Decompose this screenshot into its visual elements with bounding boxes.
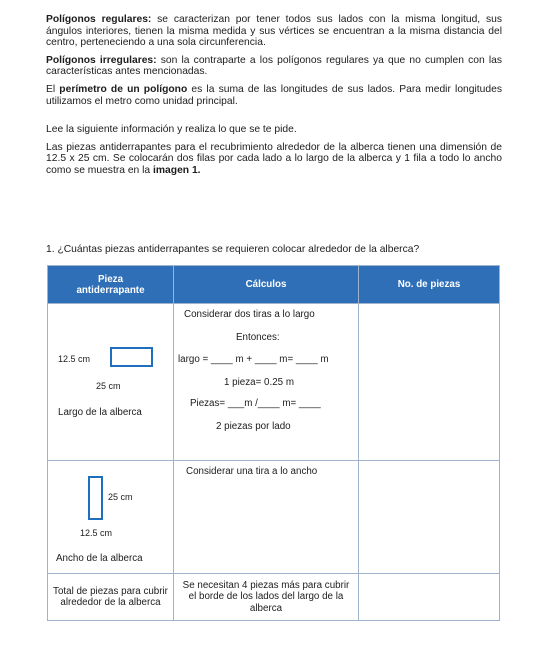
dim-width-label: 25 cm <box>96 381 121 391</box>
pieces-table <box>47 265 500 621</box>
vertical-tile-shape <box>88 476 103 520</box>
calc-cell-length <box>174 304 359 461</box>
problem-text: Las piezas antiderrapantes para el recubrimiento alrededor de la alberca tienen una dimensión de 12.5 x 25 cm. Se colocarán dos filas por cada lado a lo largo de la alberca y 1 fila a todo lo ancho como se muestra en la <box>46 141 502 176</box>
perimeter-term: perímetro de un polígono <box>59 83 188 95</box>
calc-cell-width <box>174 461 359 574</box>
irregular-polygons-term: Polígonos irregulares: <box>46 54 157 66</box>
header-piece: Pieza antiderrapante <box>48 266 174 304</box>
regular-polygons-definition: se caracterizan por tener todos sus lados con la misma longitud, sus ángulos interiores, tienen la misma medida y sus vértices se encuentran a la misma distancia del centro, perteneciendo a una sola circunferencia. <box>46 14 502 49</box>
irregular-polygons-paragraph <box>46 55 502 78</box>
total-label: Total de piezas para cubrir alrededor de la alberca <box>48 574 174 621</box>
piece-cell-length <box>48 304 174 461</box>
calc-line-3: largo = ____ m + ____ m= ____ m <box>178 354 329 365</box>
width-label: Ancho de la alberca <box>56 553 143 564</box>
piece-cell-width <box>48 461 174 574</box>
perimeter-paragraph <box>46 84 502 107</box>
header-calculations: Cálculos <box>174 266 359 304</box>
problem-statement <box>46 142 502 177</box>
calc-width-line-1: Considerar una tira a lo ancho <box>186 466 318 477</box>
dim-width-label-2: 12.5 cm <box>80 528 113 538</box>
question-1: 1. ¿Cuántas piezas antiderrapantes se requieren colocar alrededor de la alberca? <box>46 244 420 255</box>
image-reference: imagen 1. <box>153 164 201 176</box>
horizontal-tile-shape <box>110 347 153 367</box>
regular-polygons-paragraph <box>46 14 502 49</box>
calc-line-1: Considerar dos tiras a lo largo <box>184 309 315 320</box>
table-row-width <box>48 461 500 574</box>
count-cell-total[interactable] <box>359 574 500 621</box>
regular-polygons-term: Polígonos regulares: <box>46 14 152 25</box>
count-cell-length[interactable] <box>359 304 500 461</box>
perimeter-definition: es la suma de las longitudes de sus lados. Para medir longitudes utilizamos el metro como unidad principal. <box>46 83 502 107</box>
table-header-row <box>48 266 500 304</box>
dim-height-label: 12.5 cm <box>58 354 91 364</box>
table-row-total <box>48 574 500 621</box>
irregular-polygons-definition: son la contraparte a los polígonos regulares ya que no cumplen con las características antes mencionadas. <box>46 54 502 78</box>
count-cell-width[interactable] <box>359 461 500 574</box>
total-calc: Se necesitan 4 piezas más para cubrir el borde de los lados del largo de la alberca <box>174 574 359 621</box>
length-label: Largo de la alberca <box>58 407 142 418</box>
header-count: No. de piezas <box>359 266 500 304</box>
perimeter-prefix: El <box>46 83 60 95</box>
table-row-length <box>48 304 500 461</box>
calc-line-2: Entonces: <box>236 332 280 343</box>
calc-line-6: 2 piezas por lado <box>216 421 291 432</box>
document-text <box>46 14 502 177</box>
instruction: Lee la siguiente información y realiza lo que se te pide. <box>46 124 297 136</box>
calc-line-4: 1 pieza= 0.25 m <box>224 377 294 388</box>
calc-line-5: Piezas= ___m /____ m= ____ <box>190 398 321 409</box>
dim-height-label-2: 25 cm <box>108 492 133 502</box>
